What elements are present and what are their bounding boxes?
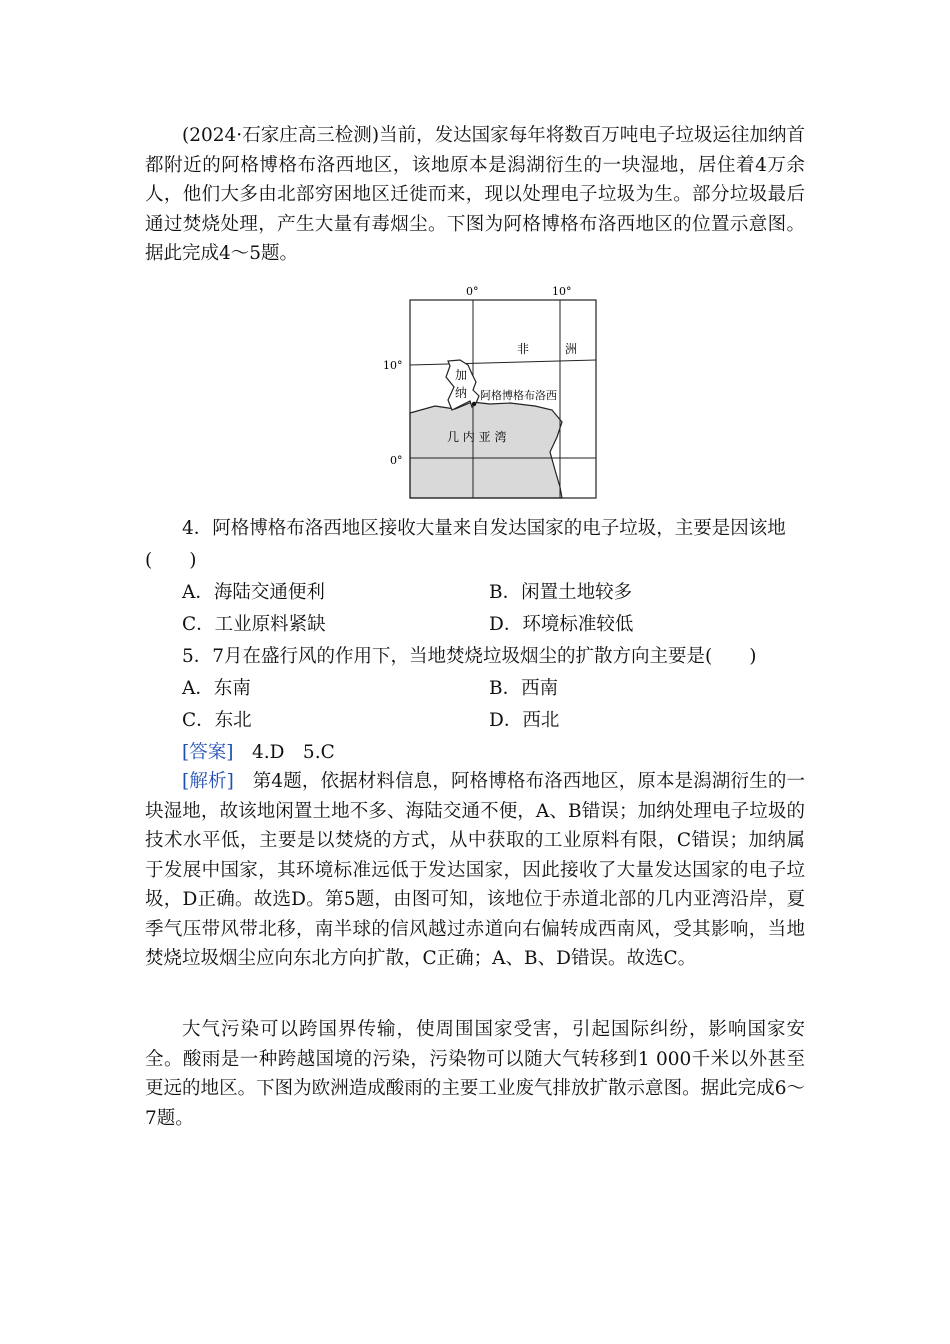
lat-label-0: 0° <box>390 454 403 467</box>
q5-option-d: D．西北 <box>489 710 560 731</box>
q5-stem: 5．7月在盛行风的作用下，当地焚烧垃圾烟尘的扩散方向主要是( ) <box>182 646 757 667</box>
intro-source: (2024·石家庄高三检测) <box>182 125 380 146</box>
gulf-label: 几 内 亚 湾 <box>447 430 507 444</box>
africa-label-2: 洲 <box>565 342 578 356</box>
answer-tag: [答案] <box>182 742 234 763</box>
lon-label-10: 10° <box>552 285 572 298</box>
analysis-tag: [解析] <box>182 771 234 792</box>
map-svg <box>380 282 600 502</box>
site-label: 阿格博格布洛西 <box>480 389 557 402</box>
answer-text: 4.D 5.C <box>251 742 335 763</box>
q4-answer-blank: ( ) <box>145 550 197 571</box>
gulf-of-guinea-area <box>410 402 562 498</box>
analysis-text: 第4题，依据材料信息，阿格博格布洛西地区，原本是潟湖衍生的一块湿地，故该地闲置土地不多、海陆交通不便，A、B错误；加纳处理电子垃圾的技术水平低，主要是以焚烧的方式，从中获取的工业原料有限，C错误；加纳属于发展中国家，其环境标准远低于发达国家，因此接收了大量发达国家的电子垃圾，D正确。故选D。第5题，由图可知，该地位于赤道北部的几内亚湾沿岸，夏季气压带风带北移，南半球的信风越过赤道向右偏转成西南风，受其影响，当地焚烧垃圾烟尘应向东北方向扩散，C正确；A、B、D错误。故选C。 <box>145 771 805 969</box>
parallel-10 <box>410 360 596 365</box>
q4-option-a: A．海陆交通便利 <box>182 582 325 603</box>
ghana-label-1: 加 <box>455 368 468 382</box>
lon-label-0: 0° <box>466 285 479 298</box>
intro-text: 当前，发达国家每年将数百万吨电子垃圾运往加纳首都附近的阿格博格布洛西地区，该地原本是潟湖衍生的一块湿地，居住着4万余人，他们大多由北部穷困地区迁徙而来，现以处理电子垃圾为生。部分垃圾最后通过焚烧处理，产生大量有毒烟尘。下图为阿格博格布洛西地区的位置示意图。据此完成4～5题。 <box>145 125 805 264</box>
q5-option-c: C．东北 <box>182 710 252 731</box>
lat-label-10: 10° <box>383 359 403 372</box>
site-marker-icon <box>472 402 476 406</box>
q5-option-a: A．东南 <box>182 678 251 699</box>
location-map <box>380 282 600 502</box>
q4-option-c: C．工业原料紧缺 <box>182 614 326 635</box>
q5-option-b: B．西南 <box>489 678 559 699</box>
intro-paragraph <box>145 121 805 269</box>
next-intro-text: 大气污染可以跨国界传输，使周围国家受害，引起国际纠纷，影响国家安全。酸雨是一种跨越国境的污染，污染物可以随大气转移到1 000千米以外甚至更远的地区。下图为欧洲造成酸雨的主要工业废气排放扩散示意图。据此完成6～7题。 <box>145 1019 805 1129</box>
ghana-label-2: 纳 <box>455 386 468 400</box>
next-intro-paragraph <box>145 1015 805 1133</box>
africa-label-1: 非 <box>517 342 530 356</box>
q4-stem: 4．阿格博格布洛西地区接收大量来自发达国家的电子垃圾，主要是因该地 <box>182 518 786 539</box>
analysis-paragraph <box>145 767 805 974</box>
q4-option-b: B．闲置土地较多 <box>489 582 633 603</box>
answer-line <box>182 738 335 768</box>
q4-option-d: D．环境标准较低 <box>489 614 634 635</box>
